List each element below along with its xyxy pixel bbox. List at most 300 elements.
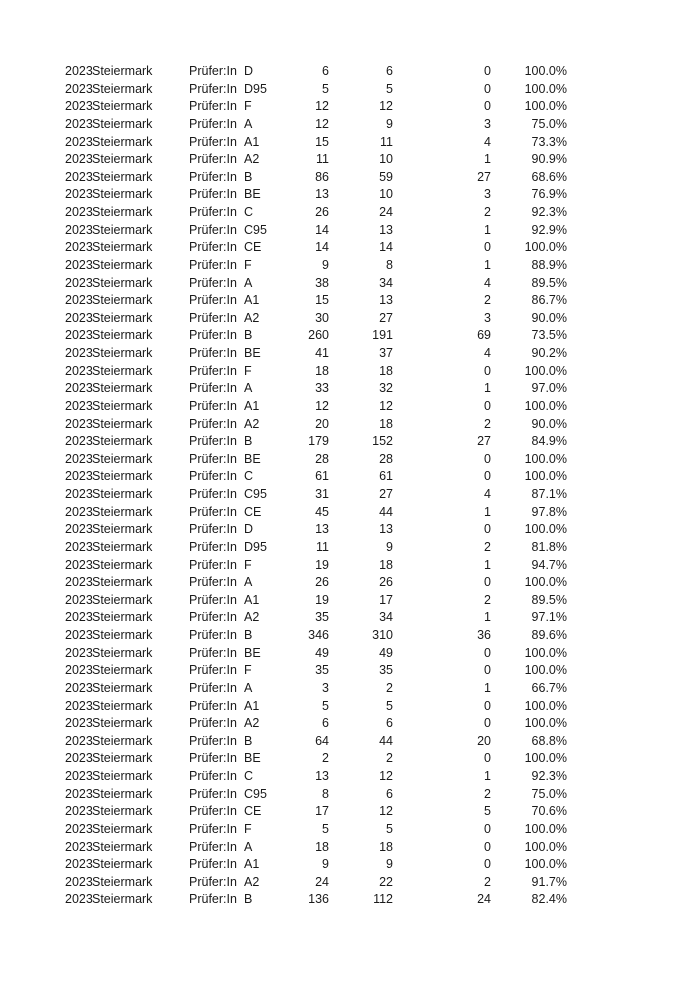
table-row	[0, 698, 700, 716]
year-cell: 2023	[65, 310, 93, 325]
license-class-cell: C95	[244, 786, 267, 801]
passed-count-cell: 44	[379, 733, 393, 748]
total-count-cell: 15	[315, 293, 329, 308]
region-cell: Steiermark	[92, 504, 153, 519]
table-row	[0, 609, 700, 627]
pass-rate-cell: 100.0%	[524, 821, 567, 836]
passed-count-cell: 59	[379, 169, 393, 184]
total-count-cell: 5	[322, 81, 329, 96]
region-cell: Steiermark	[92, 134, 153, 149]
table-row	[0, 468, 700, 486]
passed-count-cell: 11	[380, 134, 393, 149]
total-count-cell: 35	[315, 663, 329, 678]
region-cell: Steiermark	[92, 610, 153, 625]
table-row	[0, 116, 700, 134]
region-cell: Steiermark	[92, 557, 153, 572]
pass-rate-cell: 97.1%	[531, 610, 567, 625]
passed-count-cell: 12	[379, 804, 393, 819]
failed-count-cell: 1	[484, 152, 491, 167]
year-cell: 2023	[65, 187, 93, 202]
license-class-cell: C	[244, 469, 254, 484]
table-row	[0, 680, 700, 698]
license-class-cell: C95	[244, 222, 267, 237]
license-class-cell: A1	[244, 592, 260, 607]
role-cell: Prüfer:In	[189, 416, 237, 431]
role-cell: Prüfer:In	[189, 381, 237, 396]
table-row	[0, 486, 700, 504]
region-cell: Steiermark	[92, 539, 153, 554]
region-cell: Steiermark	[92, 733, 153, 748]
failed-count-cell: 4	[484, 346, 491, 360]
table-row	[0, 222, 700, 240]
failed-count-cell: 3	[484, 116, 491, 131]
table-row	[0, 891, 700, 909]
pass-rate-cell: 97.0%	[531, 381, 567, 396]
license-class-cell: D95	[244, 81, 267, 96]
table-row	[0, 768, 700, 786]
pass-rate-cell: 66.7%	[531, 680, 567, 695]
year-cell: 2023	[65, 205, 93, 219]
passed-count-cell: 18	[379, 416, 393, 431]
license-class-cell: A	[244, 575, 253, 590]
pass-rate-cell: 100.0%	[524, 857, 567, 872]
license-class-cell: A1	[244, 398, 260, 413]
year-cell: 2023	[65, 804, 93, 819]
failed-count-cell: 1	[484, 680, 491, 695]
table-row	[0, 292, 700, 310]
region-cell: Steiermark	[92, 804, 153, 819]
table-row	[0, 416, 700, 434]
license-class-cell: B	[244, 434, 253, 449]
region-cell: Steiermark	[92, 398, 153, 413]
failed-count-cell: 0	[484, 839, 491, 854]
pass-rate-cell: 91.7%	[531, 874, 567, 889]
year-cell: 2023	[65, 751, 93, 766]
failed-count-cell: 2	[484, 416, 491, 431]
failed-count-cell: 0	[484, 64, 491, 78]
region-cell: Steiermark	[92, 169, 153, 184]
passed-count-cell: 6	[386, 786, 393, 801]
year-cell: 2023	[65, 522, 93, 537]
license-class-cell: A2	[244, 874, 260, 889]
year-cell: 2023	[65, 857, 93, 872]
year-cell: 2023	[65, 892, 93, 907]
table-row	[0, 275, 700, 293]
license-class-cell: F	[244, 663, 252, 678]
role-cell: Prüfer:In	[189, 451, 237, 466]
license-class-cell: A2	[244, 716, 260, 731]
passed-count-cell: 24	[379, 205, 393, 219]
role-cell: Prüfer:In	[189, 187, 237, 202]
role-cell: Prüfer:In	[189, 257, 237, 272]
region-cell: Steiermark	[92, 716, 153, 731]
total-count-cell: 13	[315, 187, 329, 202]
year-cell: 2023	[65, 346, 93, 360]
pass-rate-cell: 100.0%	[524, 99, 567, 114]
passed-count-cell: 18	[379, 363, 393, 378]
table-row	[0, 645, 700, 663]
failed-count-cell: 3	[484, 310, 491, 325]
passed-count-cell: 32	[379, 381, 393, 396]
failed-count-cell: 0	[484, 398, 491, 413]
year-cell: 2023	[65, 698, 93, 713]
region-cell: Steiermark	[92, 99, 153, 114]
region-cell: Steiermark	[92, 116, 153, 131]
failed-count-cell: 0	[484, 522, 491, 537]
license-class-cell: BE	[244, 751, 261, 766]
table-row	[0, 733, 700, 751]
table-row	[0, 821, 700, 839]
pass-rate-cell: 76.9%	[531, 187, 567, 202]
failed-count-cell: 2	[484, 539, 491, 554]
failed-count-cell: 2	[484, 293, 491, 308]
passed-count-cell: 13	[379, 522, 393, 537]
failed-count-cell: 27	[477, 169, 491, 184]
region-cell: Steiermark	[92, 645, 153, 660]
pass-rate-cell: 100.0%	[524, 716, 567, 731]
passed-count-cell: 34	[379, 275, 393, 290]
pass-rate-cell: 100.0%	[524, 240, 567, 255]
failed-count-cell: 0	[484, 99, 491, 114]
year-cell: 2023	[65, 592, 93, 607]
license-class-cell: A	[244, 275, 253, 290]
failed-count-cell: 0	[484, 821, 491, 836]
pass-rate-cell: 89.5%	[531, 592, 567, 607]
passed-count-cell: 49	[379, 645, 393, 660]
failed-count-cell: 2	[484, 874, 491, 889]
role-cell: Prüfer:In	[189, 663, 237, 678]
pass-rate-cell: 100.0%	[524, 81, 567, 96]
total-count-cell: 35	[315, 610, 329, 625]
role-cell: Prüfer:In	[189, 240, 237, 255]
total-count-cell: 28	[315, 451, 329, 466]
total-count-cell: 13	[315, 522, 329, 537]
role-cell: Prüfer:In	[189, 857, 237, 872]
year-cell: 2023	[65, 469, 93, 484]
role-cell: Prüfer:In	[189, 363, 237, 378]
total-count-cell: 9	[322, 257, 329, 272]
passed-count-cell: 191	[372, 328, 393, 343]
region-cell: Steiermark	[92, 64, 153, 78]
passed-count-cell: 9	[386, 857, 393, 872]
passed-count-cell: 27	[379, 487, 393, 501]
total-count-cell: 11	[316, 539, 329, 554]
license-class-cell: A1	[244, 293, 260, 308]
table-row	[0, 803, 700, 821]
year-cell: 2023	[65, 451, 93, 466]
license-class-cell: D95	[244, 539, 267, 554]
region-cell: Steiermark	[92, 751, 153, 766]
year-cell: 2023	[65, 134, 93, 149]
total-count-cell: 19	[315, 557, 329, 572]
region-cell: Steiermark	[92, 487, 153, 501]
license-class-cell: F	[244, 99, 252, 114]
passed-count-cell: 152	[372, 434, 393, 449]
failed-count-cell: 0	[484, 363, 491, 378]
total-count-cell: 38	[315, 275, 329, 290]
region-cell: Steiermark	[92, 187, 153, 202]
role-cell: Prüfer:In	[189, 81, 237, 96]
total-count-cell: 49	[315, 645, 329, 660]
year-cell: 2023	[65, 769, 93, 783]
year-cell: 2023	[65, 64, 93, 78]
table-row	[0, 63, 700, 81]
region-cell: Steiermark	[92, 892, 153, 907]
failed-count-cell: 0	[484, 751, 491, 766]
failed-count-cell: 0	[484, 240, 491, 255]
table-row	[0, 504, 700, 522]
passed-count-cell: 2	[386, 751, 393, 766]
passed-count-cell: 27	[379, 310, 393, 325]
total-count-cell: 5	[322, 698, 329, 713]
region-cell: Steiermark	[92, 381, 153, 396]
license-class-cell: B	[244, 169, 253, 184]
region-cell: Steiermark	[92, 469, 153, 484]
pass-rate-cell: 90.9%	[531, 152, 567, 167]
failed-count-cell: 0	[484, 663, 491, 678]
table-row	[0, 662, 700, 680]
year-cell: 2023	[65, 81, 93, 96]
failed-count-cell: 4	[484, 275, 491, 290]
failed-count-cell: 3	[484, 187, 491, 202]
year-cell: 2023	[65, 733, 93, 748]
region-cell: Steiermark	[92, 821, 153, 836]
license-class-cell: BE	[244, 187, 261, 202]
total-count-cell: 41	[315, 346, 329, 360]
role-cell: Prüfer:In	[189, 751, 237, 766]
failed-count-cell: 69	[477, 328, 491, 343]
total-count-cell: 3	[322, 680, 329, 695]
license-class-cell: A	[244, 839, 253, 854]
role-cell: Prüfer:In	[189, 116, 237, 131]
role-cell: Prüfer:In	[189, 205, 237, 219]
passed-count-cell: 37	[379, 346, 393, 360]
year-cell: 2023	[65, 99, 93, 114]
failed-count-cell: 0	[484, 645, 491, 660]
total-count-cell: 11	[316, 152, 329, 167]
region-cell: Steiermark	[92, 592, 153, 607]
region-cell: Steiermark	[92, 680, 153, 695]
pass-rate-cell: 92.3%	[531, 769, 567, 783]
table-row	[0, 433, 700, 451]
pass-rate-cell: 100.0%	[524, 522, 567, 537]
failed-count-cell: 0	[484, 81, 491, 96]
role-cell: Prüfer:In	[189, 310, 237, 325]
region-cell: Steiermark	[92, 522, 153, 537]
license-class-cell: A2	[244, 610, 260, 625]
pass-rate-cell: 92.9%	[531, 222, 567, 237]
pass-rate-cell: 97.8%	[531, 504, 567, 519]
failed-count-cell: 1	[484, 504, 491, 519]
table-row	[0, 398, 700, 416]
year-cell: 2023	[65, 487, 93, 501]
region-cell: Steiermark	[92, 786, 153, 801]
role-cell: Prüfer:In	[189, 346, 237, 360]
table-row	[0, 750, 700, 768]
role-cell: Prüfer:In	[189, 398, 237, 413]
total-count-cell: 45	[315, 504, 329, 519]
role-cell: Prüfer:In	[189, 522, 237, 537]
role-cell: Prüfer:In	[189, 293, 237, 308]
total-count-cell: 8	[322, 786, 329, 801]
table-row	[0, 98, 700, 116]
total-count-cell: 26	[315, 205, 329, 219]
year-cell: 2023	[65, 716, 93, 731]
pass-rate-cell: 100.0%	[524, 751, 567, 766]
region-cell: Steiermark	[92, 769, 153, 783]
license-class-cell: CE	[244, 804, 262, 819]
license-class-cell: BE	[244, 645, 261, 660]
role-cell: Prüfer:In	[189, 469, 237, 484]
failed-count-cell: 24	[477, 892, 491, 907]
pass-rate-cell: 100.0%	[524, 469, 567, 484]
table-row	[0, 451, 700, 469]
region-cell: Steiermark	[92, 205, 153, 219]
role-cell: Prüfer:In	[189, 804, 237, 819]
total-count-cell: 2	[322, 751, 329, 766]
pass-rate-cell: 75.0%	[531, 116, 567, 131]
role-cell: Prüfer:In	[189, 64, 237, 78]
year-cell: 2023	[65, 169, 93, 184]
passed-count-cell: 34	[379, 610, 393, 625]
role-cell: Prüfer:In	[189, 504, 237, 519]
table-row	[0, 257, 700, 275]
license-class-cell: F	[244, 257, 252, 272]
role-cell: Prüfer:In	[189, 487, 237, 501]
region-cell: Steiermark	[92, 222, 153, 237]
total-count-cell: 61	[315, 469, 329, 484]
license-class-cell: B	[244, 733, 253, 748]
total-count-cell: 12	[315, 99, 329, 114]
table-row	[0, 151, 700, 169]
pass-rate-cell: 73.5%	[531, 328, 567, 343]
passed-count-cell: 8	[386, 257, 393, 272]
pass-rate-cell: 70.6%	[531, 804, 567, 819]
pass-rate-cell: 81.8%	[531, 539, 567, 554]
table-row	[0, 363, 700, 381]
role-cell: Prüfer:In	[189, 610, 237, 625]
failed-count-cell: 0	[484, 698, 491, 713]
license-class-cell: BE	[244, 346, 261, 360]
pass-rate-cell: 100.0%	[524, 839, 567, 854]
year-cell: 2023	[65, 328, 93, 343]
year-cell: 2023	[65, 645, 93, 660]
year-cell: 2023	[65, 874, 93, 889]
license-class-cell: A2	[244, 416, 260, 431]
region-cell: Steiermark	[92, 81, 153, 96]
table-row	[0, 239, 700, 257]
license-class-cell: A1	[244, 134, 260, 149]
failed-count-cell: 4	[484, 487, 491, 501]
region-cell: Steiermark	[92, 310, 153, 325]
role-cell: Prüfer:In	[189, 769, 237, 783]
role-cell: Prüfer:In	[189, 152, 237, 167]
total-count-cell: 18	[315, 839, 329, 854]
total-count-cell: 26	[315, 575, 329, 590]
total-count-cell: 17	[315, 804, 329, 819]
pass-rate-cell: 100.0%	[524, 363, 567, 378]
license-class-cell: D	[244, 522, 254, 537]
region-cell: Steiermark	[92, 628, 153, 642]
license-class-cell: C	[244, 205, 254, 219]
failed-count-cell: 27	[477, 434, 491, 449]
role-cell: Prüfer:In	[189, 892, 237, 907]
pass-rate-cell: 73.3%	[531, 134, 567, 149]
failed-count-cell: 1	[484, 769, 491, 783]
failed-count-cell: 4	[484, 134, 491, 149]
license-class-cell: CE	[244, 240, 262, 255]
total-count-cell: 9	[322, 857, 329, 872]
total-count-cell: 64	[315, 733, 329, 748]
year-cell: 2023	[65, 786, 93, 801]
passed-count-cell: 44	[379, 504, 393, 519]
total-count-cell: 136	[308, 892, 329, 907]
passed-count-cell: 9	[386, 116, 393, 131]
region-cell: Steiermark	[92, 416, 153, 431]
year-cell: 2023	[65, 398, 93, 413]
failed-count-cell: 1	[484, 610, 491, 625]
failed-count-cell: 5	[484, 804, 491, 819]
year-cell: 2023	[65, 116, 93, 131]
role-cell: Prüfer:In	[189, 733, 237, 748]
failed-count-cell: 0	[484, 716, 491, 731]
passed-count-cell: 112	[373, 892, 393, 907]
license-class-cell: BE	[244, 451, 261, 466]
total-count-cell: 31	[315, 487, 329, 501]
year-cell: 2023	[65, 381, 93, 396]
table-row	[0, 839, 700, 857]
passed-count-cell: 26	[379, 575, 393, 590]
passed-count-cell: 12	[379, 398, 393, 413]
region-cell: Steiermark	[92, 152, 153, 167]
license-class-cell: C	[244, 769, 254, 783]
year-cell: 2023	[65, 257, 93, 272]
license-class-cell: CE	[244, 504, 262, 519]
year-cell: 2023	[65, 293, 93, 308]
region-cell: Steiermark	[92, 257, 153, 272]
year-cell: 2023	[65, 240, 93, 255]
region-cell: Steiermark	[92, 346, 153, 360]
failed-count-cell: 36	[477, 628, 491, 642]
total-count-cell: 24	[315, 874, 329, 889]
year-cell: 2023	[65, 839, 93, 854]
total-count-cell: 346	[308, 628, 329, 642]
role-cell: Prüfer:In	[189, 698, 237, 713]
license-class-cell: A2	[244, 152, 260, 167]
role-cell: Prüfer:In	[189, 575, 237, 590]
passed-count-cell: 9	[386, 539, 393, 554]
role-cell: Prüfer:In	[189, 434, 237, 449]
license-class-cell: A2	[244, 310, 260, 325]
total-count-cell: 14	[315, 222, 329, 237]
passed-count-cell: 18	[379, 557, 393, 572]
region-cell: Steiermark	[92, 575, 153, 590]
role-cell: Prüfer:In	[189, 786, 237, 801]
total-count-cell: 33	[315, 381, 329, 396]
role-cell: Prüfer:In	[189, 328, 237, 343]
license-class-cell: A	[244, 381, 253, 396]
total-count-cell: 179	[308, 434, 329, 449]
pass-rate-cell: 100.0%	[524, 698, 567, 713]
table-row	[0, 627, 700, 645]
total-count-cell: 14	[315, 240, 329, 255]
table-row	[0, 786, 700, 804]
license-class-cell: A1	[244, 698, 260, 713]
role-cell: Prüfer:In	[189, 645, 237, 660]
failed-count-cell: 1	[484, 222, 491, 237]
passed-count-cell: 28	[379, 451, 393, 466]
table-row	[0, 134, 700, 152]
